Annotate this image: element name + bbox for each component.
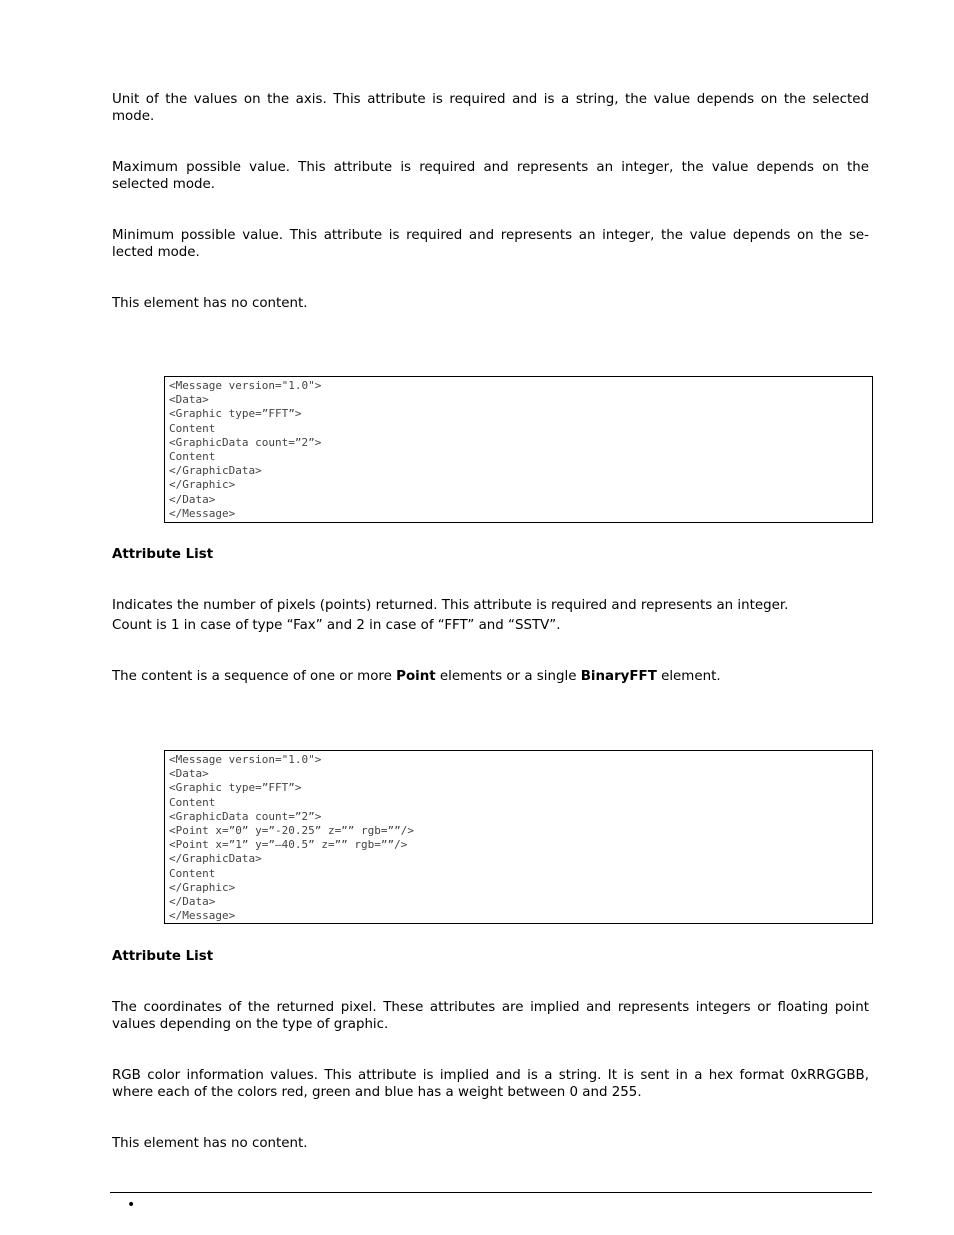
footer-divider bbox=[110, 1192, 872, 1193]
max-description: Maximum possible value. This attribute is required and represents an integer, the value depends on the selected mode. bbox=[112, 160, 869, 192]
count-description-line-1: Indicates the number of pixels (points) returned. This attribute is required and represents an integer. bbox=[112, 598, 789, 613]
code-line: Content bbox=[169, 795, 216, 809]
min-description: Minimum possible value. This attribute is required and represents an integer, the value depends on the se- lected mode. bbox=[112, 228, 869, 260]
attribute-list-heading-2: Attribute List bbox=[112, 949, 214, 964]
code-line: </Message> bbox=[169, 506, 236, 520]
code-line: <Data> bbox=[169, 393, 209, 407]
footer-bullet: • bbox=[127, 1197, 136, 1213]
code-line: Content bbox=[169, 450, 216, 464]
code-line: <GraphicData count=”2”> bbox=[169, 435, 322, 449]
code-line: Content bbox=[169, 866, 216, 880]
no-content-note-1: This element has no content. bbox=[112, 296, 308, 311]
code-line: </Graphic> bbox=[169, 478, 236, 492]
code-line: </GraphicData> bbox=[169, 464, 262, 478]
code-example-point bbox=[164, 750, 873, 924]
code-line: Content bbox=[169, 421, 216, 435]
code-line: </Data> bbox=[169, 492, 216, 506]
binaryfft-element-name: BinaryFFT bbox=[580, 669, 657, 684]
coordinates-description: The coordinates of the returned pixel. These attributes are implied and represents integers or floating point values depending on the type of graphic. bbox=[112, 1000, 869, 1032]
code-line: <Point x=”0” y=”-20.25” z=”” rgb=””/> bbox=[169, 824, 415, 838]
content-text-part: The content is a sequence of one or more bbox=[112, 669, 397, 684]
code-line: <Message version="1.0"> bbox=[169, 753, 322, 766]
content-text-part: elements or a single bbox=[435, 669, 581, 684]
count-description-line-2: Count is 1 in case of type “Fax” and 2 in case of “FFT” and “SSTV”. bbox=[112, 618, 561, 633]
code-line: <Point x=”1” y=”—40.5” z=”” rgb=””/> bbox=[169, 838, 408, 852]
code-line: </Data> bbox=[169, 895, 216, 909]
no-content-note-2: This element has no content. bbox=[112, 1136, 308, 1151]
code-line: </Message> bbox=[169, 909, 236, 923]
code-line: </Graphic> bbox=[169, 880, 236, 894]
rgb-description: RGB color information values. This attribute is implied and is a string. It is sent in a hex format 0xRRGGBB, where each of the colors red, green and blue has a weight between 0 and 255. bbox=[112, 1068, 869, 1100]
code-line: </GraphicData> bbox=[169, 852, 262, 866]
attribute-list-heading-1: Attribute List bbox=[112, 547, 214, 562]
code-line: <Message version="1.0"> bbox=[169, 379, 322, 392]
content-description bbox=[112, 668, 869, 685]
content-text-part: element. bbox=[656, 669, 721, 684]
point-element-name: Point bbox=[396, 669, 436, 684]
unit-description: Unit of the values on the axis. This attribute is required and is a string, the value depends on the selected mode. bbox=[112, 92, 869, 124]
code-line: <Graphic type=”FFT”> bbox=[169, 407, 302, 421]
code-line: <Graphic type=”FFT”> bbox=[169, 781, 302, 795]
code-example-graphicdata bbox=[164, 376, 873, 523]
code-line: <GraphicData count=”2”> bbox=[169, 809, 322, 823]
code-line: <Data> bbox=[169, 767, 209, 781]
